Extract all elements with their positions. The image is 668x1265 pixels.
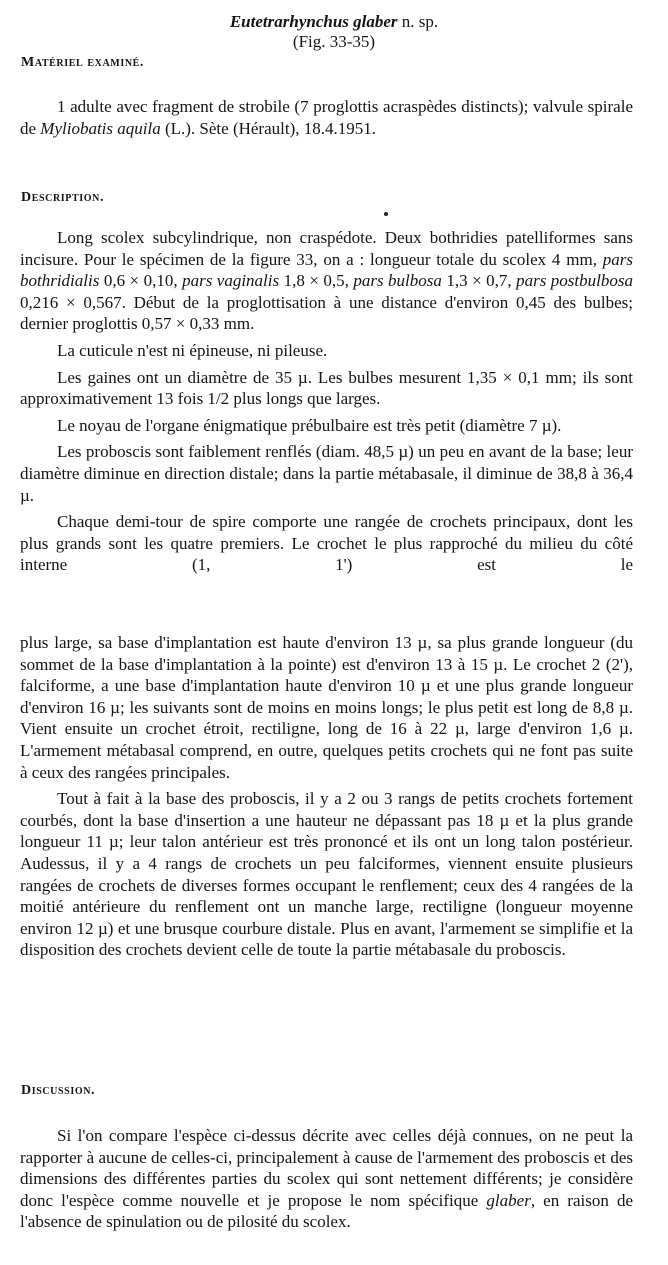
text: , en raison de l'absence de spinulation ou de pilosité du scolex.	[20, 1190, 633, 1232]
term: pars postbulbosa	[516, 271, 633, 291]
description-paragraph-5: Les proboscis sont faiblement renflés (diam. 48,5 µ) un peu en avant de la base; leur diamètre diminue en direction distale; dans la partie métabasale, il diminue de 38,8 à 36,4 µ.	[20, 442, 633, 505]
species-status: n. sp.	[397, 12, 439, 31]
text: (L.). Sète (Hérault), 18.4.1951.	[160, 118, 376, 138]
description-section	[20, 227, 633, 576]
description-paragraph-2: La cuticule n'est ni épineuse, ni pileuse.	[57, 340, 328, 360]
speck	[384, 212, 388, 216]
description-paragraph-7: Tout à fait à la base des proboscis, il y a 2 ou 3 rangs de petits crochets fortement courbés, dont la base d'insertion a une hauteur ne dépassant pas 18 µ et la plus grande longueur 11 µ; leur talon antérieur est très prononcé et ils ont un long talon postérieur. Audessus, il y a 4 rangs de crochets un peu falciformes, viennent ensuite plusieurs rangées de crochets de diverses formes occupant le renflement; ceux des 4 rangées de la moitié antérieure du renflement ont un manche large, rectiligne (longueur moyenne environ 12 µ) et une brusque courbure distale. Plus en avant, l'armement se simplifie et la disposition des crochets devient celle de toute la partie métabasale du proboscis.	[20, 789, 633, 960]
term: pars bulbosa	[353, 271, 442, 291]
species-name: Eutetrarhynchus glaber	[229, 12, 398, 31]
text: 1 adulte avec fragment de strobile (7 proglottis acraspèdes distincts); valvule spirale de	[20, 97, 633, 138]
discussion-paragraph	[20, 1125, 633, 1233]
species-title	[0, 12, 668, 32]
heading-materiel: Matériel examiné.	[21, 55, 145, 70]
text: 1,3 × 0,7,	[441, 271, 517, 291]
description-paragraph-1	[20, 227, 633, 335]
term: pars vaginalis	[182, 271, 280, 291]
text: 0,216 × 0,567. Début de la proglottisation à une distance d'environ 0,45 des bulbes; dernier proglottis 0,57 × 0,33 mm.	[20, 292, 633, 334]
materiel-paragraph	[20, 96, 633, 139]
term: pars bothridialis	[20, 249, 633, 291]
description-paragraph-6-end: plus large, sa base d'implantation est haute d'environ 13 µ, sa plus grande longueur (du sommet de la base d'implantation à la pointe) est d'environ 13 à 15 µ. Le crochet 2 (2'), falciforme, a une base d'implantation haute d'environ 10 µ et une plus grande longueur d'environ 16 µ; les suivants sont de moins en moins longs; le plus petit est long de 8,8 µ. Vient ensuite un crochet étroit, rectiligne, long de 16 à 22 µ, large d'environ 1,6 µ. L'armement métabasal comprend, en outre, quelques petits crochets qui ne font pas suite à ceux des rangées principales.	[20, 633, 633, 782]
description-paragraph-3: Les gaines ont un diamètre de 35 µ. Les bulbes mesurent 1,35 × 0,1 mm; ils sont approximativement 13 fois 1/2 plus longs que larges.	[20, 367, 633, 409]
text: Long scolex subcylindrique, non craspédote. Deux bothridies patelliformes sans incisure. Pour le spécimen de la figure 33, on a : longueur totale du scolex 4 mm,	[20, 228, 633, 269]
materiel-section	[20, 96, 633, 139]
host-name: Myliobatis aquila	[40, 118, 161, 138]
text: 1,8 × 0,5,	[279, 271, 354, 291]
discussion-section	[20, 1125, 633, 1233]
description-paragraph-4: Le noyau de l'organe énigmatique prébulbaire est très petit (diamètre 7 µ).	[57, 415, 562, 435]
heading-discussion: Discussion.	[21, 1083, 96, 1098]
heading-description: Description.	[21, 190, 105, 205]
species-epithet: glaber	[486, 1190, 531, 1210]
text: 0,6 × 0,10,	[99, 271, 183, 291]
description-paragraph-6-start: Chaque demi-tour de spire comporte une rangée de crochets principaux, dont les plus grands sont les quatre premiers. Le crochet le plus rapproché du milieu du côté interne (1, 1') est le	[20, 512, 633, 575]
description-continued	[20, 632, 633, 961]
text: Si l'on compare l'espèce ci-dessus décrite avec celles déjà connues, on ne peut la rapporter à aucune de celles-ci, principalement à cause de l'armement des proboscis et des dimensions des différentes parties du scolex qui sont nettement différents; je considère donc l'espèce comme nouvelle et je propose le nom spécifique	[20, 1126, 633, 1210]
figure-reference: (Fig. 33-35)	[292, 32, 376, 51]
